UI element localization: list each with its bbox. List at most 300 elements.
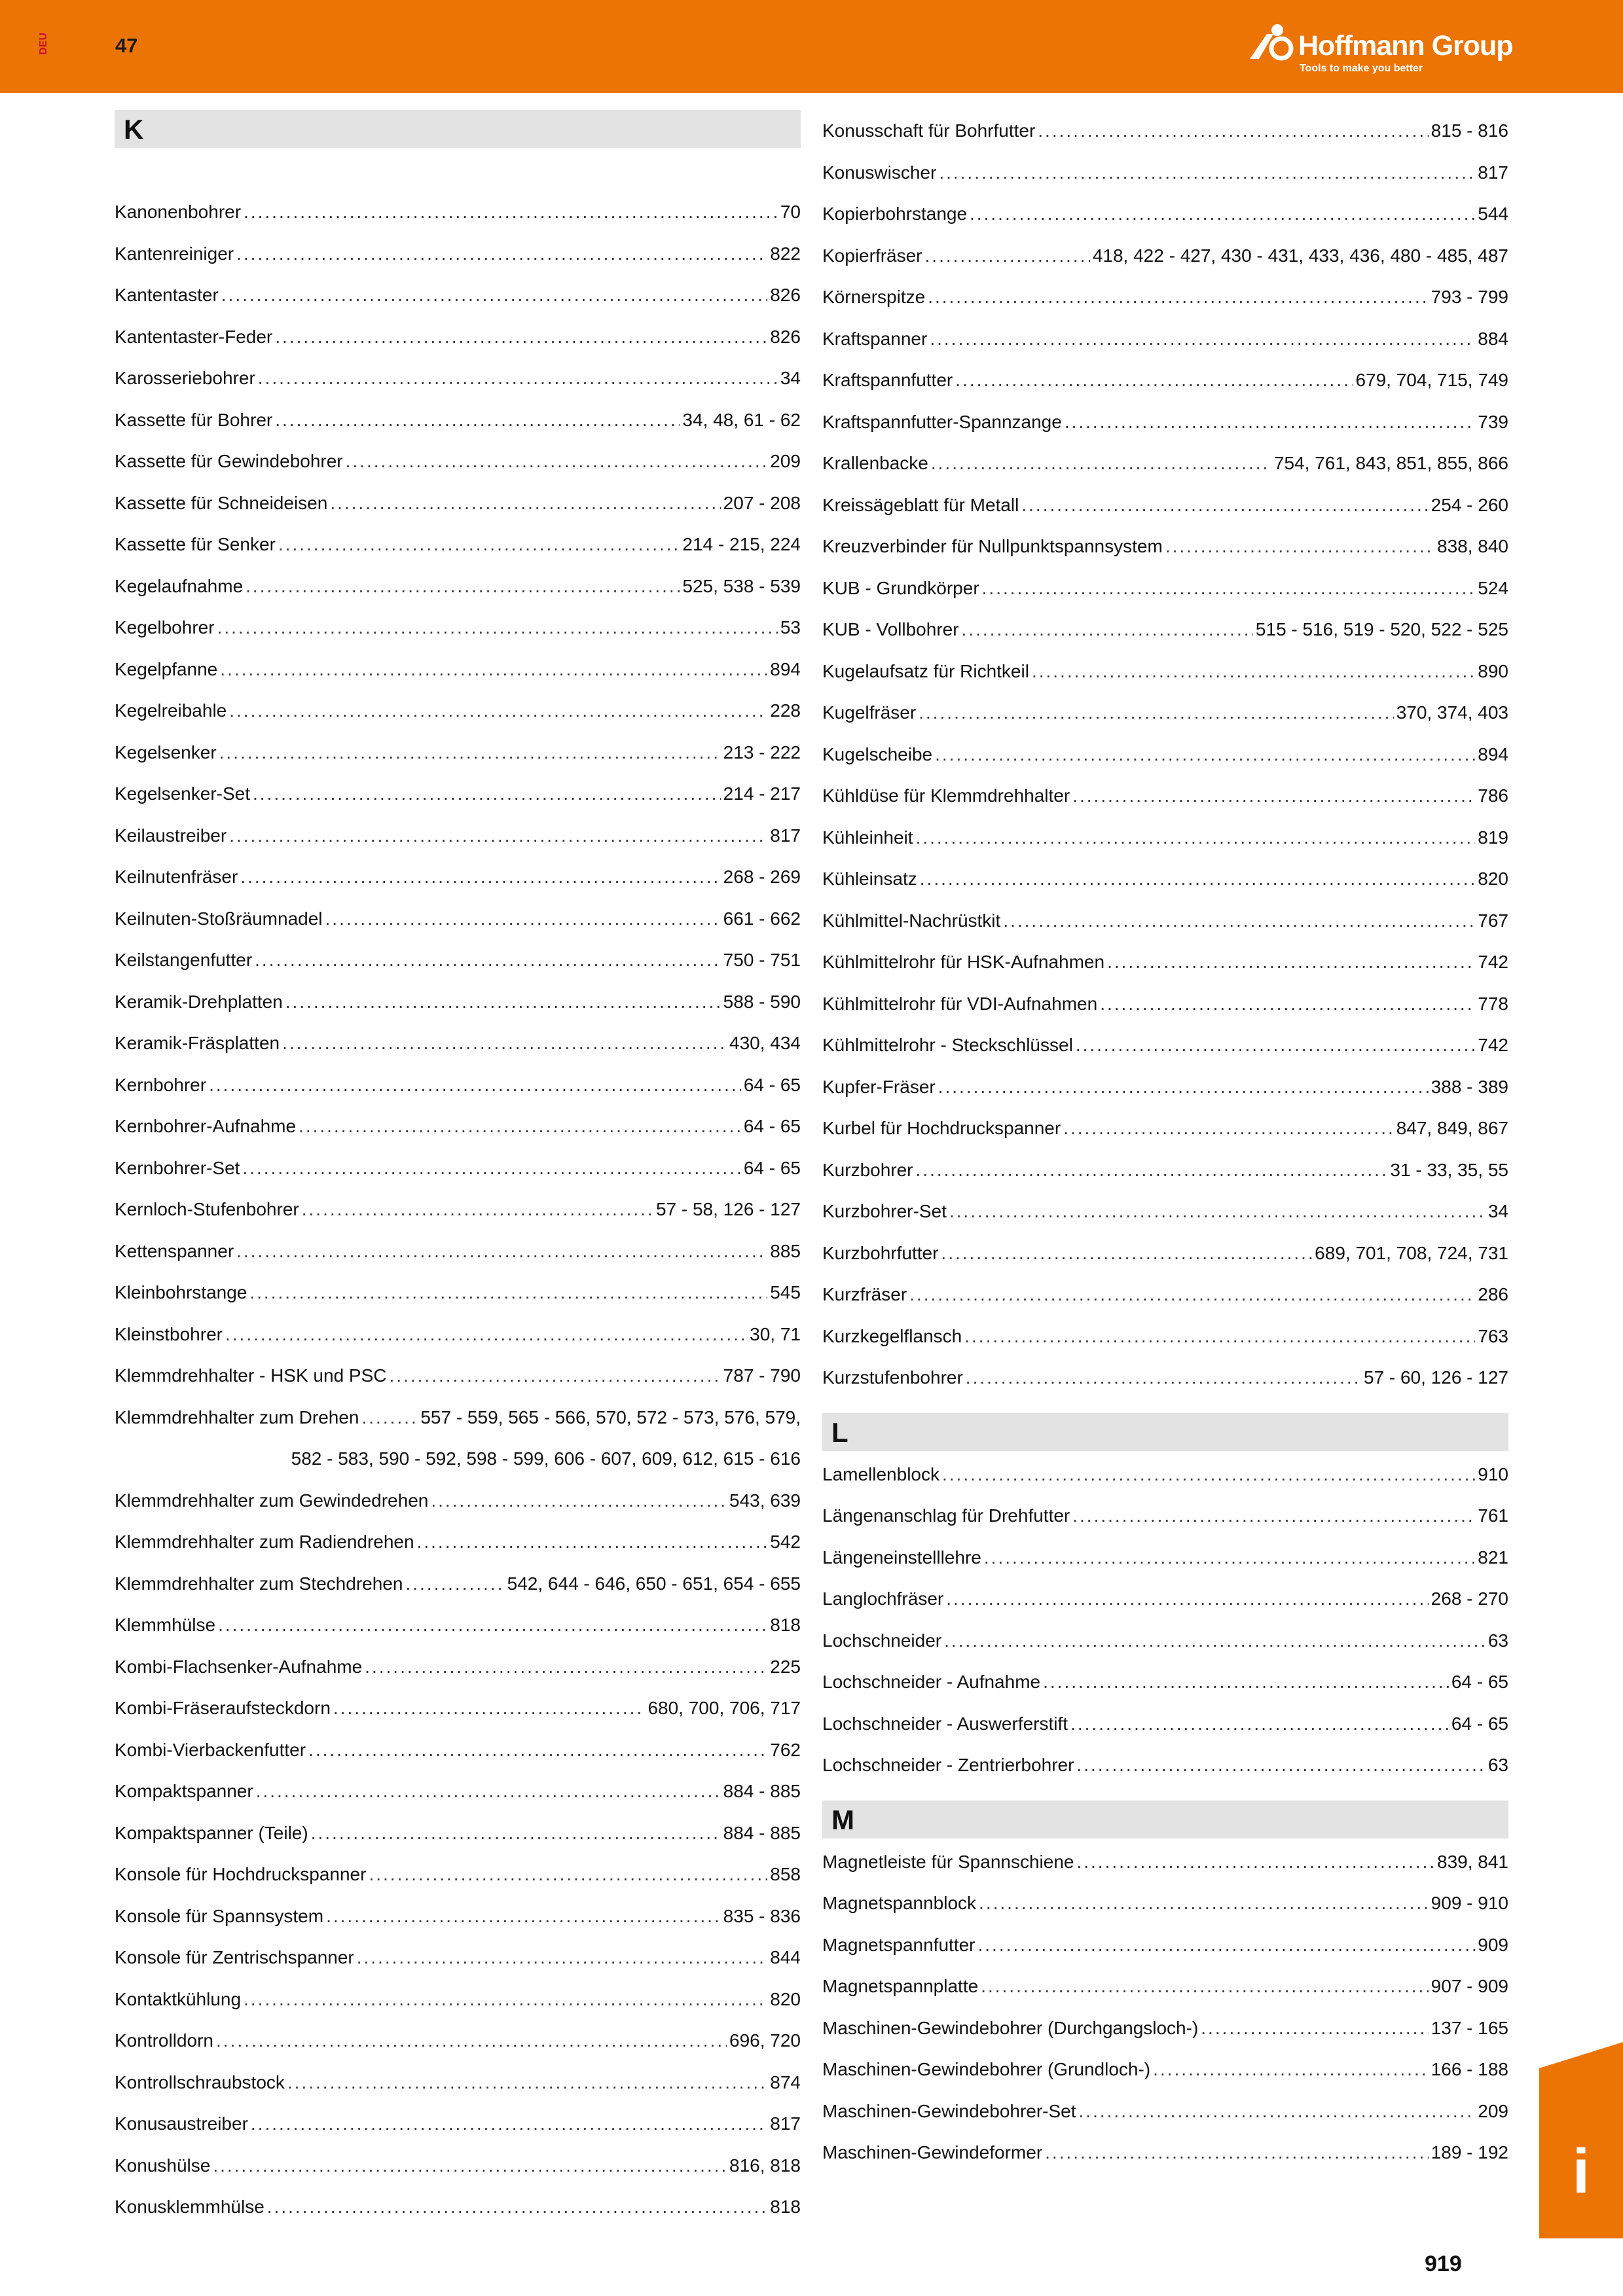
entry-pages: 742 [1478, 1035, 1508, 1055]
entry-pages: 894 [770, 658, 801, 679]
index-entry [822, 276, 1508, 318]
entry-term: Kühlmittelrohr für VDI-Aufnahmen [822, 993, 1098, 1014]
entry-pages: 57 - 58, 126 - 127 [655, 1199, 801, 1219]
dot-leader [1045, 2132, 1429, 2174]
index-entry [115, 690, 801, 732]
dot-leader [970, 193, 1475, 235]
index-entry [822, 2090, 1508, 2132]
dot-leader [1076, 1744, 1485, 1786]
entry-pages: 763 [1478, 1325, 1508, 1346]
dot-leader [236, 233, 767, 275]
entry-term: Kanonenbohrer [115, 202, 242, 222]
index-entry [115, 815, 801, 857]
entry-pages: 430, 434 [729, 1033, 801, 1053]
entry-pages: 286 [1478, 1284, 1508, 1304]
index-entry [115, 856, 801, 898]
language-tag: DEU [38, 33, 49, 55]
entry-pages: 544 [1478, 204, 1508, 224]
entry-term: Kraftspannfutter-Spannzange [822, 411, 1062, 432]
dot-leader [249, 1272, 767, 1314]
entry-term: Klemmdrehhalter zum Drehen [115, 1407, 359, 1427]
entry-term: Kurzbohrer [822, 1159, 913, 1180]
entry-term: KUB - Grundkörper [822, 577, 979, 598]
dot-leader [325, 898, 721, 940]
index-entry [115, 1854, 801, 1895]
index-entry [115, 1812, 801, 1854]
index-entry [115, 1022, 801, 1064]
index-entry [115, 1189, 801, 1230]
dot-leader [1072, 775, 1475, 817]
entry-pages: 910 [1478, 1463, 1508, 1484]
dot-leader [255, 939, 721, 981]
entry-term: Kegelsenker-Set [115, 783, 251, 804]
dot-leader [962, 609, 1253, 651]
entry-term: Krallenbacke [822, 453, 928, 473]
entry-pages: 787 - 790 [723, 1365, 801, 1386]
entry-term: Kupfer-Fräser [822, 1076, 936, 1097]
dot-leader [1070, 1703, 1449, 1745]
dot-leader [330, 482, 720, 524]
index-entry [822, 318, 1508, 360]
entry-pages: 816, 818 [729, 2155, 801, 2176]
dot-leader [944, 1620, 1486, 1662]
entry-term: Klemmdrehhalter zum Stechdrehen [115, 1573, 403, 1594]
dot-leader [220, 649, 767, 691]
entry-term: Karosseriebohrer [115, 368, 255, 388]
entry-term: Magnetspannfutter [822, 1934, 976, 1955]
index-entry [822, 1620, 1508, 1662]
entry-pages: 762 [770, 1739, 801, 1760]
entry-term: Klemmdrehhalter zum Gewindedrehen [115, 1490, 429, 1511]
index-entry [115, 357, 801, 399]
entry-pages: 214 - 215, 224 [682, 534, 801, 554]
entry-term: Lochschneider - Zentrierbohrer [822, 1755, 1074, 1775]
entry-pages: 821 [1478, 1547, 1508, 1568]
entry-pages: 214 - 217 [723, 783, 801, 804]
entry-pages: 53 [780, 617, 801, 637]
entry-term: KUB - Vollbohrer [822, 619, 959, 639]
entry-term: Kernbohrer-Set [115, 1157, 240, 1178]
entry-pages: 835 - 836 [723, 1905, 801, 1926]
entry-term: Kleinbohrstange [115, 1282, 247, 1302]
index-entry [115, 1979, 801, 2020]
entry-pages: 545 [770, 1282, 801, 1302]
entry-list-m [822, 1841, 1508, 2174]
dot-leader [1038, 110, 1428, 152]
entry-term: Konsole für Hochdruckspanner [115, 1864, 367, 1884]
index-entry [822, 1066, 1508, 1108]
entry-term: Kühldüse für Klemmdrehhalter [822, 785, 1070, 806]
entry-term: Kurzfräser [822, 1284, 907, 1304]
entry-list-k-continued [822, 110, 1508, 1399]
spacer [822, 1786, 1508, 1801]
dot-leader [278, 524, 680, 565]
dot-leader [916, 817, 1476, 859]
entry-term: Lochschneider - Auswerferstift [822, 1713, 1068, 1734]
entry-pages: 884 - 885 [723, 1822, 801, 1843]
entry-term: Konushülse [115, 2155, 211, 2176]
entry-pages: 754, 761, 843, 851, 855, 866 [1273, 453, 1508, 473]
entry-term: Keilnutenfräser [115, 867, 238, 887]
entry-term: Kernbohrer-Aufnahme [115, 1116, 297, 1136]
entry-term: Klemmdrehhalter - HSK und PSC [115, 1365, 387, 1386]
entry-pages: 209 [1478, 2100, 1508, 2121]
index-entry [115, 981, 801, 1023]
entry-term: Konsole für Zentrischspanner [115, 1947, 354, 1967]
index-entry [822, 1107, 1508, 1149]
index-entry [822, 1744, 1508, 1786]
index-entry [822, 1924, 1508, 1966]
entry-pages: 819 [1478, 827, 1508, 848]
entry-pages: 742 [1478, 952, 1508, 972]
entry-term: Keilaustreiber [115, 825, 227, 846]
dot-leader [916, 1149, 1388, 1191]
letter-heading-label: K [124, 114, 144, 145]
entry-term: Kreuzverbinder für Nullpunktspannsystem [822, 536, 1163, 556]
index-entry [115, 773, 801, 815]
dot-leader [251, 2103, 767, 2145]
entry-term: Kopierbohrstange [822, 204, 968, 224]
dot-leader [333, 1687, 646, 1729]
dot-leader [935, 734, 1475, 776]
entry-term: Klemmdrehhalter zum Radiendrehen [115, 1532, 414, 1552]
entry-term: Magnetleiste für Spannschiene [822, 1851, 1074, 1872]
index-entry [822, 900, 1508, 942]
index-entry [822, 2132, 1508, 2174]
index-entry [115, 565, 801, 607]
entry-pages: 418, 422 - 427, 430 - 431, 433, 436, 480 - 485, 487 [1092, 245, 1508, 266]
dot-leader [365, 1646, 767, 1688]
dot-leader [217, 607, 778, 649]
index-entry [115, 607, 801, 649]
dot-leader [939, 152, 1475, 194]
entry-pages: 57 - 60, 126 - 127 [1363, 1367, 1508, 1388]
dot-leader [981, 1965, 1428, 2007]
entry-pages: 907 - 909 [1431, 1976, 1508, 1996]
index-entry [822, 1357, 1508, 1399]
entry-list-k [115, 191, 801, 2228]
entry-pages: 64 - 65 [1451, 1672, 1508, 1692]
entry-pages: 778 [1478, 993, 1508, 1014]
entry-term: Kombi-Vierbackenfutter [115, 1739, 306, 1760]
dot-leader [253, 773, 721, 815]
entry-term: Konuswischer [822, 162, 937, 183]
entry-term: Kassette für Gewindebohrer [115, 451, 343, 471]
entry-term: Kassette für Senker [115, 534, 276, 554]
entry-term: Kurzstufenbohrer [822, 1367, 963, 1388]
entry-term: Keramik-Drehplatten [115, 991, 283, 1012]
entry-term: Kantentaster-Feder [115, 326, 273, 347]
logo-name: Hoffmann Group [1298, 30, 1513, 62]
index-entry [115, 482, 801, 524]
dot-leader [417, 1521, 768, 1563]
index-entry [115, 524, 801, 565]
entry-pages: 370, 374, 403 [1396, 702, 1508, 723]
dot-leader [1032, 651, 1475, 692]
hoffmann-logo [1247, 20, 1513, 79]
index-entry [115, 2145, 801, 2187]
entry-pages: 890 [1478, 660, 1508, 681]
entry-pages: 818 [770, 2197, 801, 2217]
entry-term: Kassette für Bohrer [115, 409, 273, 430]
dot-leader [209, 1064, 741, 1106]
index-entry [115, 1604, 801, 1646]
entry-pages: 225 [770, 1656, 801, 1677]
entry-term: Längenanschlag für Drehfutter [822, 1505, 1070, 1526]
entry-term: Keilstangenfutter [115, 950, 253, 970]
entry-term: Kurzbohrfutter [822, 1242, 939, 1263]
dot-leader [928, 276, 1428, 318]
index-entry [115, 1646, 801, 1688]
dot-leader [919, 692, 1394, 734]
index-entry [115, 1064, 801, 1106]
dot-leader [302, 1189, 653, 1230]
index-entry [822, 526, 1508, 567]
index-entry [115, 1521, 801, 1563]
entry-pages: 793 - 799 [1431, 287, 1508, 307]
dot-leader [964, 1316, 1475, 1357]
entry-pages: 739 [1478, 411, 1508, 432]
entry-term: Kleinstbohrer [115, 1323, 223, 1344]
dot-leader [346, 440, 768, 482]
index-column-right [822, 110, 1508, 2174]
index-entry [822, 1578, 1508, 1620]
entry-term: Keilnuten-Stoßräumnadel [115, 908, 323, 929]
entry-pages: 885 [770, 1240, 801, 1261]
entry-term: Längeneinstelllehre [822, 1547, 981, 1568]
index-entry [822, 858, 1508, 900]
dot-leader [405, 1563, 504, 1605]
index-entry [822, 1841, 1508, 1883]
entry-term: Kegelreibahle [115, 700, 227, 721]
entry-term: Kegelpfanne [115, 658, 218, 679]
index-entry [822, 2049, 1508, 2090]
dot-leader [979, 1882, 1429, 1924]
dot-leader [931, 442, 1271, 484]
entry-pages-continued: 582 - 583, 590 - 592, 598 - 599, 606 - 607, 609, 612, 615 - 616 [291, 1448, 801, 1469]
index-entry [822, 1965, 1508, 2007]
dot-leader [308, 1729, 767, 1771]
index-entry [115, 939, 801, 981]
dot-leader [946, 1578, 1428, 1620]
dot-leader [299, 1105, 741, 1147]
dot-leader [1153, 2049, 1429, 2090]
spacer [822, 1399, 1508, 1413]
dot-leader [1100, 983, 1475, 1025]
entry-pages: 64 - 65 [1451, 1713, 1508, 1734]
entry-pages: 839, 841 [1437, 1851, 1508, 1872]
index-entry [115, 898, 801, 940]
dot-leader [285, 981, 721, 1023]
entry-pages: 817 [770, 825, 801, 846]
index-entry [115, 2186, 801, 2228]
index-entry [822, 983, 1508, 1025]
entry-pages: 63 [1487, 1755, 1508, 1775]
info-icon: i [1572, 2136, 1590, 2206]
dot-leader [920, 858, 1476, 900]
entry-pages: 515 - 516, 519 - 520, 522 - 525 [1255, 619, 1508, 639]
dot-leader [1165, 526, 1434, 567]
spacer [115, 151, 801, 191]
dot-leader [213, 2145, 727, 2187]
index-entry [115, 1105, 801, 1147]
dot-leader [1079, 2090, 1476, 2132]
index-entry [115, 1480, 801, 1522]
index-entry [822, 152, 1508, 194]
index-entry [115, 1314, 801, 1355]
dot-leader [218, 1604, 767, 1646]
index-entry [822, 1495, 1508, 1537]
entry-pages: 64 - 65 [743, 1074, 801, 1095]
entry-term: Magnetspannplatte [822, 1976, 979, 1996]
index-entry [822, 1149, 1508, 1191]
entry-pages: 189 - 192 [1431, 2142, 1508, 2162]
entry-pages: 209 [770, 451, 801, 471]
entry-pages: 64 - 65 [743, 1116, 801, 1136]
dot-leader [244, 191, 778, 233]
dot-leader [390, 1355, 721, 1397]
letter-heading-m [822, 1801, 1508, 1839]
entry-pages: 696, 720 [729, 2030, 801, 2051]
entry-pages: 542, 644 - 646, 650 - 651, 654 - 655 [507, 1573, 801, 1594]
dot-leader [258, 357, 778, 399]
index-entry [822, 1232, 1508, 1274]
index-entry [115, 316, 801, 358]
entry-term: Lochschneider - Aufnahme [822, 1672, 1041, 1692]
dot-leader [282, 1022, 727, 1064]
letter-heading-l [822, 1413, 1508, 1451]
entry-term: Konusaustreiber [115, 2113, 248, 2134]
index-entry [822, 609, 1508, 651]
dot-leader [925, 235, 1090, 277]
dot-leader [938, 1066, 1429, 1108]
index-entry [822, 1882, 1508, 1924]
entry-pages: 70 [780, 202, 801, 222]
dot-leader [942, 1454, 1475, 1496]
dot-leader [244, 1979, 767, 2020]
entry-term: Maschinen-Gewindebohrer (Durchgangsloch-) [822, 2017, 1199, 2038]
dot-leader [357, 1937, 768, 1979]
entry-pages: 64 - 65 [743, 1157, 801, 1178]
info-tab [1539, 2042, 1623, 2238]
index-entry [115, 1937, 801, 1979]
entry-pages: 679, 704, 715, 749 [1355, 370, 1508, 390]
index-entry [822, 1537, 1508, 1579]
dot-leader [1063, 1107, 1394, 1149]
index-entry [822, 941, 1508, 983]
index-entry [115, 2020, 801, 2062]
entry-term: Kantenreiniger [115, 243, 234, 264]
dot-leader [1107, 941, 1475, 983]
index-entry [115, 1230, 801, 1272]
letter-heading-k [115, 110, 801, 148]
entry-pages: 826 [770, 326, 801, 347]
index-entry [822, 1191, 1508, 1232]
entry-pages: 909 - 910 [1431, 1893, 1508, 1913]
index-entry [822, 1454, 1508, 1496]
entry-pages: 820 [770, 1988, 801, 2009]
dot-leader [326, 1895, 721, 1937]
dot-leader [369, 1854, 767, 1895]
entry-pages: 254 - 260 [1431, 494, 1508, 515]
entry-pages: 815 - 816 [1431, 120, 1508, 141]
entry-pages: 30, 71 [750, 1323, 801, 1344]
entry-term: Maschinen-Gewindebohrer (Grundloch-) [822, 2059, 1151, 2079]
entry-term: Kernloch-Stufenbohrer [115, 1199, 299, 1219]
logo-tagline: Tools to make you better [1300, 63, 1423, 74]
entry-term: Magnetspannblock [822, 1893, 977, 1913]
dot-leader [1043, 1661, 1449, 1703]
entry-term: Langlochfräser [822, 1588, 944, 1609]
entry-term: Maschinen-Gewindeformer [822, 2142, 1043, 2162]
dot-leader [236, 1230, 767, 1272]
index-entry [822, 567, 1508, 609]
dot-leader [1076, 1841, 1434, 1883]
index-entry [115, 399, 801, 441]
entry-pages: 894 [1478, 744, 1508, 764]
entry-term: Klemmhülse [115, 1615, 216, 1635]
index-entry [822, 193, 1508, 235]
entry-term: Kegelsenker [115, 742, 217, 762]
dot-leader [1003, 900, 1475, 942]
entry-term: Kontrollschraubstock [115, 2072, 285, 2092]
index-entry [115, 1355, 801, 1397]
entry-pages: 557 - 559, 565 - 566, 570, 572 - 573, 576, 579, [420, 1407, 801, 1427]
entry-pages: 525, 538 - 539 [682, 575, 801, 596]
entry-term: Kugelaufsatz für Richtkeil [822, 660, 1029, 681]
entry-pages: 166 - 188 [1431, 2059, 1508, 2079]
entry-pages: 588 - 590 [723, 991, 801, 1012]
index-entry [115, 191, 801, 233]
index-entry [822, 692, 1508, 734]
entry-term: Kugelscheibe [822, 744, 933, 764]
dot-leader [909, 1274, 1475, 1316]
entry-term: Kombi-Flachsenker-Aufnahme [115, 1656, 363, 1677]
header-page-number: 47 [115, 34, 138, 57]
entry-term: Kontrolldorn [115, 2030, 213, 2051]
index-entry [115, 1729, 801, 1771]
dot-leader [229, 690, 767, 732]
dot-leader [1076, 1024, 1475, 1066]
entry-list-l [822, 1454, 1508, 1786]
entry-term: Körnerspitze [822, 287, 926, 307]
index-entry [822, 1024, 1508, 1066]
logo-mark-icon [1247, 20, 1300, 63]
entry-pages: 822 [770, 243, 801, 264]
dot-leader [930, 318, 1475, 360]
entry-pages: 786 [1478, 785, 1508, 806]
dot-leader [431, 1480, 727, 1522]
entry-pages: 268 - 269 [723, 867, 801, 887]
entry-term: Kettenspanner [115, 1240, 234, 1261]
index-entry [115, 2103, 801, 2145]
entry-pages: 844 [770, 1947, 801, 1967]
entry-term: Kraftspannfutter [822, 370, 953, 390]
index-entry [822, 484, 1508, 526]
index-entry [822, 1274, 1508, 1316]
index-entry [115, 2062, 801, 2104]
index-entry [822, 734, 1508, 776]
dot-leader [984, 1537, 1475, 1579]
entry-term: Kugelfräser [822, 702, 917, 723]
entry-pages: 817 [1478, 162, 1508, 183]
entry-term: Konusklemmhülse [115, 2197, 264, 2217]
dot-leader [275, 399, 680, 441]
index-entry [822, 651, 1508, 692]
entry-pages: 34 [780, 368, 801, 388]
dot-leader [311, 1812, 721, 1854]
entry-pages: 661 - 662 [723, 908, 801, 929]
